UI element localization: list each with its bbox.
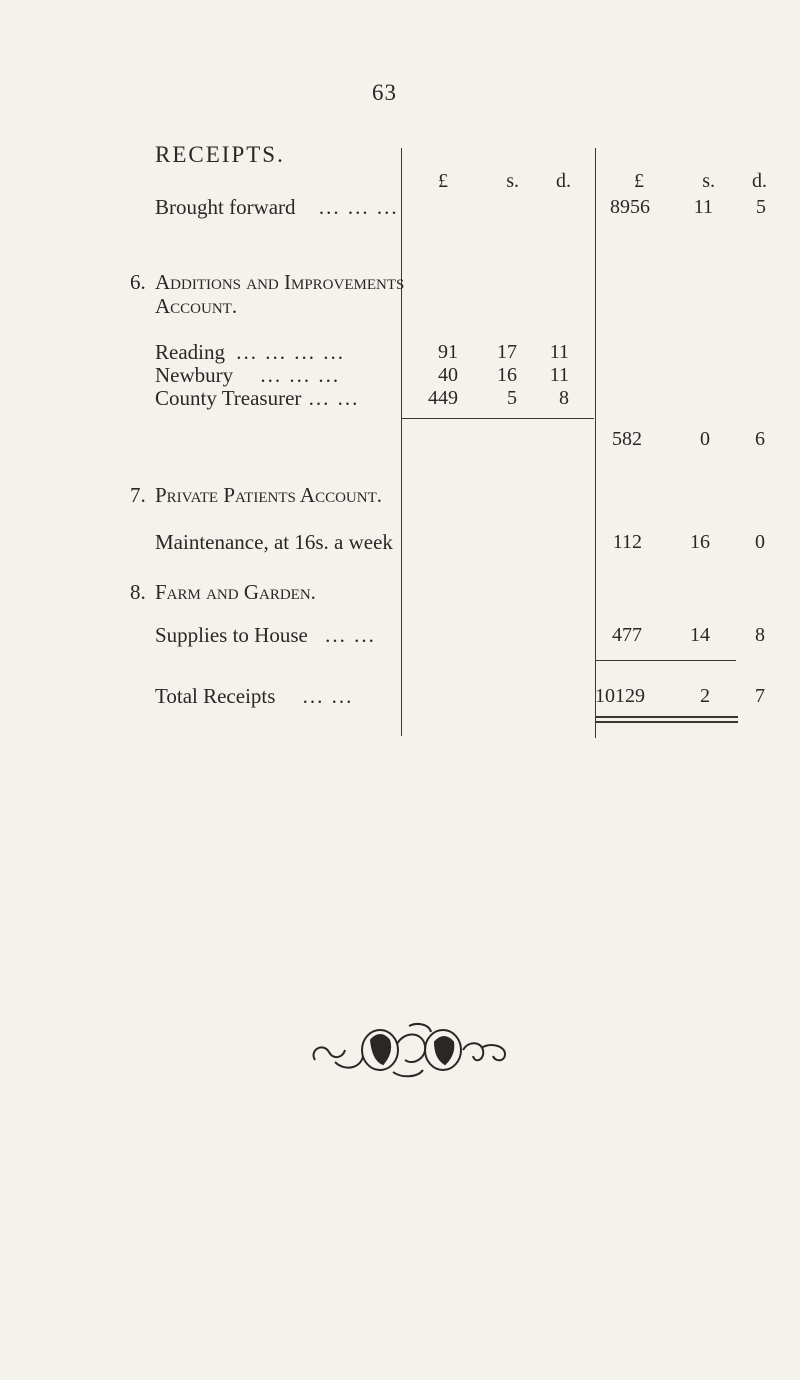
page-title: RECEIPTS. [155, 142, 285, 167]
printers-ornament-icon [305, 1020, 515, 1080]
column-rule-left [401, 148, 402, 736]
supplies-to-house-label: Supplies to House ... ... [155, 623, 376, 647]
item-newbury: Newbury ... ... ... [155, 363, 341, 387]
section-6-sum-rule [402, 418, 594, 419]
newbury-pounds: 40 [438, 364, 458, 386]
section-7-total-pounds: 112 [612, 531, 642, 553]
county-treasurer-pounds: 449 [428, 387, 458, 409]
newbury-pence: 11 [549, 364, 569, 386]
brought-forward-pounds: 8956 [610, 196, 650, 218]
section-7-total-pence: 0 [755, 531, 765, 553]
total-receipts-pounds: 10129 [595, 685, 645, 707]
right-pounds-header: £ [634, 170, 644, 192]
left-shillings-header: s. [506, 170, 519, 192]
section-6-total-shillings: 0 [700, 428, 710, 450]
grand-total-rule [596, 660, 736, 661]
newbury-shillings: 16 [497, 364, 517, 386]
left-pounds-header: £ [438, 170, 448, 192]
page-number: 63 [372, 80, 397, 105]
section-6-heading-cont: Account. [155, 294, 238, 318]
brought-forward-label: Brought forward ... ... ... [155, 195, 399, 219]
section-8-total-pounds: 477 [612, 624, 642, 646]
double-rule-top [596, 716, 738, 718]
total-receipts-pence: 7 [755, 685, 765, 707]
section-7-heading: 7. Private Patients Account. [130, 483, 383, 507]
section-6-total-pence: 6 [755, 428, 765, 450]
county-treasurer-pence: 8 [559, 387, 569, 409]
total-receipts-shillings: 2 [700, 685, 710, 707]
brought-forward-pence: 5 [756, 196, 766, 218]
county-treasurer-shillings: 5 [507, 387, 517, 409]
double-rule-bottom [596, 721, 738, 723]
brought-forward-shillings: 11 [693, 196, 713, 218]
right-shillings-header: s. [702, 170, 715, 192]
section-6-total-pounds: 582 [612, 428, 642, 450]
right-pence-header: d. [752, 170, 767, 192]
reading-pence: 11 [549, 341, 569, 363]
section-8-heading: 8. Farm and Garden. [130, 580, 316, 604]
item-county-treasurer: County Treasurer ... ... [155, 386, 360, 410]
section-7-total-shillings: 16 [690, 531, 710, 553]
section-6-heading: 6. Additions and Improvements [130, 270, 405, 294]
maintenance-label: Maintenance, at 16s. a week [155, 530, 393, 554]
item-reading: Reading ... ... ... ... [155, 340, 345, 364]
section-8-total-shillings: 14 [690, 624, 710, 646]
total-receipts-label: Total Receipts ... ... [155, 684, 354, 708]
reading-pounds: 91 [438, 341, 458, 363]
left-pence-header: d. [556, 170, 571, 192]
section-8-total-pence: 8 [755, 624, 765, 646]
reading-shillings: 17 [497, 341, 517, 363]
